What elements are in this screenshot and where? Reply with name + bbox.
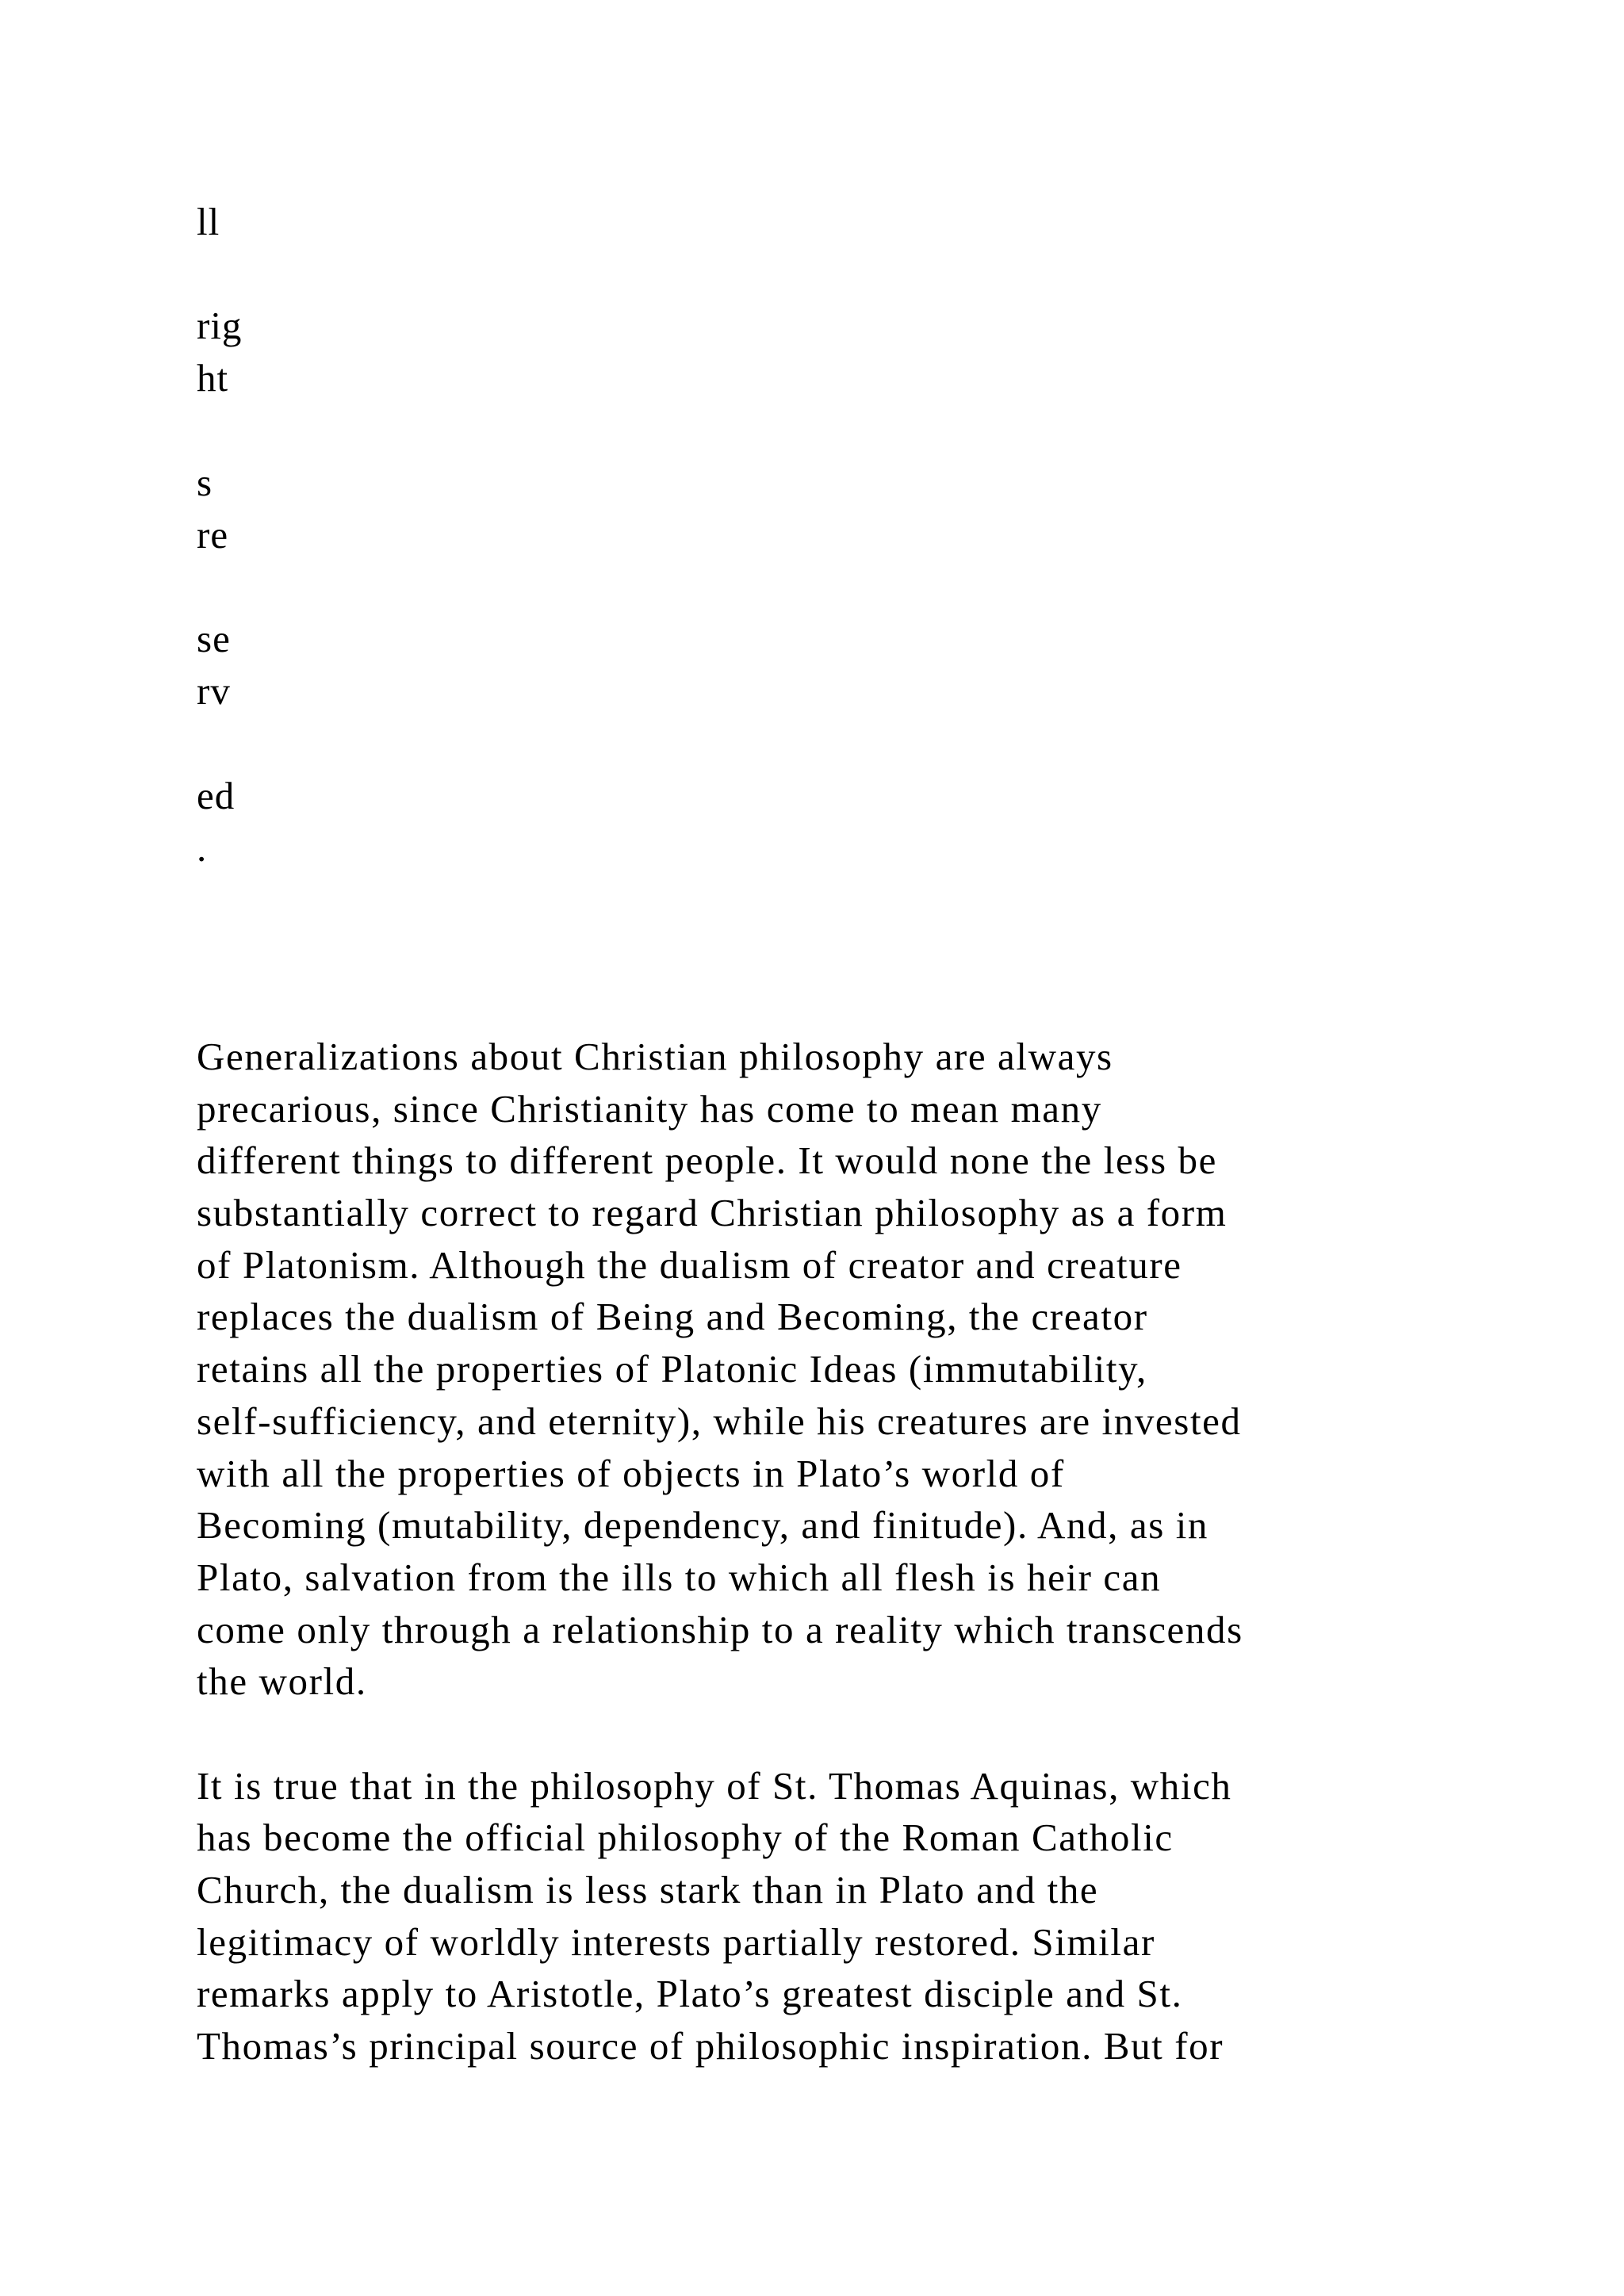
text-line: remarks apply to Aristotle, Plato’s greatest disciple and St. xyxy=(197,1972,1183,2016)
fragment-text: s xyxy=(197,461,213,504)
fragment-text: . xyxy=(197,826,208,870)
fragment-text: ll xyxy=(197,200,220,243)
text-line: replaces the dualism of Being and Becoming, the creator xyxy=(197,1295,1148,1339)
text-line: legitimacy of worldly interests partially restored. Similar xyxy=(197,1919,1155,1964)
fragment-text: ht xyxy=(197,356,229,400)
text-line: retains all the properties of Platonic Ideas (immutability, xyxy=(197,1347,1147,1391)
text-line: different things to different people. It would none the less be xyxy=(197,1138,1217,1183)
text-line: come only through a relationship to a reality which transcends xyxy=(197,1607,1243,1651)
text-line: with all the properties of objects in Plato’s world of xyxy=(197,1451,1065,1495)
text-line: precarious, since Christianity has come to mean many xyxy=(197,1086,1102,1131)
paragraph-gap xyxy=(197,1708,1434,1760)
text-line: It is true that in the philosophy of St. Thomas Aquinas, which xyxy=(197,1763,1232,1808)
text-line: Thomas’s principal source of philosophic inspiration. But for xyxy=(197,2024,1224,2068)
body-text xyxy=(197,1031,1434,2072)
text-line: has become the official philosophy of the Roman Catholic xyxy=(197,1816,1174,1860)
copyright-fragments xyxy=(197,0,514,912)
text-line: the world. xyxy=(197,1659,367,1704)
fragment-text: rv xyxy=(197,669,231,713)
paragraph xyxy=(197,1031,1434,1708)
text-line: Church, the dualism is less stark than in Plato and the xyxy=(197,1868,1099,1911)
text-line: self-sufficiency, and eternity), while his creatures are invested xyxy=(197,1399,1242,1443)
text-line: Generalizations about Christian philosophy are always xyxy=(197,1035,1113,1078)
fragment-text: re xyxy=(197,513,229,557)
text-line: substantially correct to regard Christian philosophy as a form xyxy=(197,1191,1228,1235)
fragment-text: ed xyxy=(197,774,236,817)
fragment-text: rig xyxy=(197,304,243,347)
text-line: Becoming (mutability, dependency, and finitude). And, as in xyxy=(197,1503,1209,1548)
text-line: Plato, salvation from the ills to which all flesh is heir can xyxy=(197,1555,1162,1599)
paragraph xyxy=(197,1760,1434,2072)
text-line: of Platonism. Although the dualism of creator and creature xyxy=(197,1242,1182,1287)
fragment-text: se xyxy=(197,617,231,660)
